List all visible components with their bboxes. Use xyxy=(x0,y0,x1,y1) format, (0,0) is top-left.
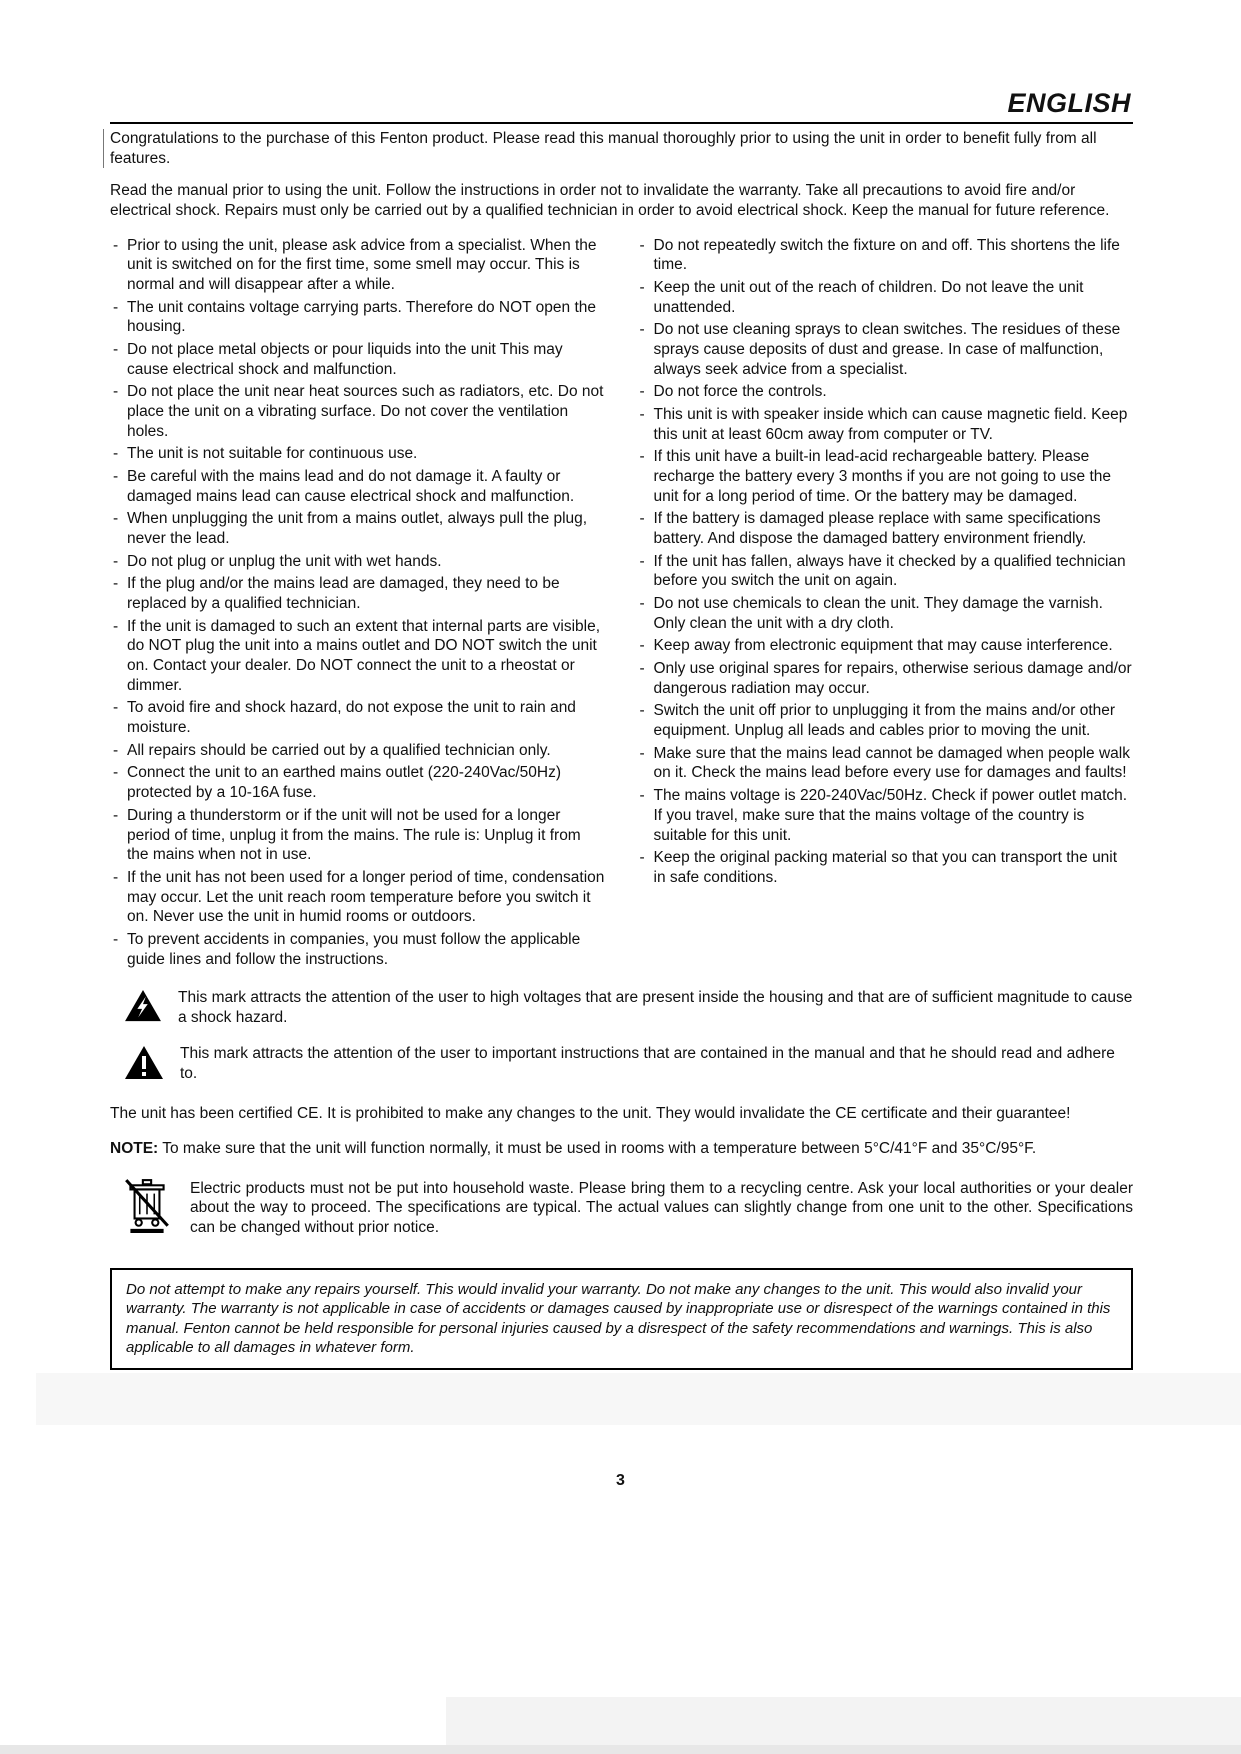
bullet-item: - Only use original spares for repairs, otherwise serious damage and/or dangerous radiation may occur. xyxy=(637,659,1134,698)
recycling-notice xyxy=(110,1177,1133,1238)
bullet-item: - Keep the unit out of the reach of children. Do not leave the unit unattended. xyxy=(637,278,1134,317)
bullet-item: - Switch the unit off prior to unplugging it from the mains and/or other equipment. Unplug all leads and cables prior to moving the unit. xyxy=(637,701,1134,740)
high-voltage-triangle-icon xyxy=(124,989,162,1028)
bullet-item: - Connect the unit to an earthed mains outlet (220-240Vac/50Hz) protected by a 10-16A fuse. xyxy=(110,763,607,802)
bullet-item: - Do not force the controls. xyxy=(637,382,1134,402)
important-instructions-warning xyxy=(110,1043,1133,1086)
high-voltage-warning xyxy=(110,987,1133,1028)
disclaimer-box xyxy=(110,1268,1133,1370)
bullet-list-right xyxy=(637,236,1134,888)
page-content xyxy=(110,88,1133,1370)
left-column xyxy=(110,236,607,973)
page-number: 3 xyxy=(616,1472,625,1489)
high-voltage-warning-text: This mark attracts the attention of the user to high voltages that are present inside the housing and that are of sufficient magnitude to cause a shock hazard. xyxy=(178,989,1133,1026)
bullet-item: - If the unit is damaged to such an extent that internal parts are visible, do NOT plug the unit into a mains outlet and DO NOT switch the unit on. Contact your dealer. Do NOT connect the unit to a rheostat or dimmer. xyxy=(110,617,607,696)
bullet-item: - To avoid fire and shock hazard, do not expose the unit to rain and moisture. xyxy=(110,698,607,737)
scan-artifact xyxy=(0,1745,1241,1754)
right-column xyxy=(637,236,1134,973)
safety-bullet-columns xyxy=(110,236,1133,973)
bullet-item: - If the battery is damaged please replace with same specifications battery. And dispose the damaged battery environment friendly. xyxy=(637,509,1134,548)
note-paragraph xyxy=(110,1139,1133,1159)
bullet-item: - Do not plug or unplug the unit with wet hands. xyxy=(110,552,607,572)
bullet-item: - The mains voltage is 220-240Vac/50Hz. Check if power outlet match. If you travel, make sure that the mains voltage of the country is suitable for this unit. xyxy=(637,786,1134,845)
bullet-item: - If the plug and/or the mains lead are damaged, they need to be replaced by a qualified technician. xyxy=(110,574,607,613)
bullet-item: - The unit contains voltage carrying parts. Therefore do NOT open the housing. xyxy=(110,298,607,337)
intro-paragraph-1: Congratulations to the purchase of this Fenton product. Please read this manual thoroughly prior to using the unit in order to benefit fully from all features. xyxy=(103,129,1133,168)
bullet-item: - Do not use chemicals to clean the unit. They damage the varnish. Only clean the unit with a dry cloth. xyxy=(637,594,1134,633)
ce-certification-paragraph: The unit has been certified CE. It is prohibited to make any changes to the unit. They would invalidate the CE certificate and their guarantee! xyxy=(110,1105,1071,1123)
bullet-item: - If this unit have a built-in lead-acid rechargeable battery. Please recharge the battery every 3 months if you are not going to use the unit for a long period of time. Or the battery may be damaged. xyxy=(637,447,1134,506)
weee-crossed-out-bin-icon xyxy=(124,1177,170,1238)
disclaimer-text: Do not attempt to make any repairs yourself. This would invalid your warranty. Do not make any changes to the unit. This would also invalid your warranty. The warranty is not applicable in case of accidents or damages caused by inappropriate use or disrespect of the warnings contained in this manual. Fenton cannot be held responsible for personal injuries caused by a disrespect of the safety recommendations and warnings. This is also applicable to all damages in whatever form. xyxy=(126,1280,1111,1357)
important-instructions-warning-text: This mark attracts the attention of the user to important instructions that are contained in the manual and that he should read and adhere to. xyxy=(180,1045,1115,1082)
bullet-item: - Make sure that the mains lead cannot be damaged when people walk on it. Check the mains lead before every use for damages and faults! xyxy=(637,744,1134,783)
bullet-item: - If the unit has not been used for a longer period of time, condensation may occur. Let the unit reach room temperature before you switch it on. Never use the unit in humid rooms or outdoors. xyxy=(110,868,607,927)
bullet-item: - Keep the original packing material so that you can transport the unit in safe conditions. xyxy=(637,848,1134,887)
scan-artifact xyxy=(36,1373,1241,1425)
bullet-item: - Prior to using the unit, please ask advice from a specialist. When the unit is switched on for the first time, some smell may occur. This is normal and will disappear after a while. xyxy=(110,236,607,295)
bullet-item: - This unit is with speaker inside which can cause magnetic field. Keep this unit at least 60cm away from computer or TV. xyxy=(637,405,1134,444)
bullet-item: - All repairs should be carried out by a qualified technician only. xyxy=(110,741,607,761)
bullet-item: - If the unit has fallen, always have it checked by a qualified technician before you switch the unit on again. xyxy=(637,552,1134,591)
note-label: NOTE: xyxy=(110,1139,159,1157)
warning-triangle-icon xyxy=(124,1045,164,1086)
bullet-item: - When unplugging the unit from a mains outlet, always pull the plug, never the lead. xyxy=(110,509,607,548)
bullet-item: - During a thunderstorm or if the unit will not be used for a longer period of time, unplug it from the mains. The rule is: Unplug it from the mains when not in use. xyxy=(110,806,607,865)
bullet-item: - To prevent accidents in companies, you must follow the applicable guide lines and follow the instructions. xyxy=(110,930,607,969)
bullet-item: - Keep away from electronic equipment that may cause interference. xyxy=(637,636,1134,656)
bullet-item: - Do not place the unit near heat sources such as radiators, etc. Do not place the unit on a vibrating surface. Do not cover the ventilation holes. xyxy=(110,382,607,441)
scan-artifact xyxy=(446,1697,1241,1745)
bullet-item: - Be careful with the mains lead and do not damage it. A faulty or damaged mains lead can cause electrical shock and malfunction. xyxy=(110,467,607,506)
intro-paragraph-2: Read the manual prior to using the unit. Follow the instructions in order not to invalidate the warranty. Take all precautions to avoid fire and/or electrical shock. Repairs must only be carried out by a qualified technician in order to avoid electrical shock. Keep the manual for future reference. xyxy=(110,182,1110,220)
bullet-item: - Do not use cleaning sprays to clean switches. The residues of these sprays cause deposits of dust and grease. In case of malfunction, always seek advice from a specialist. xyxy=(637,320,1134,379)
bullet-list-left xyxy=(110,236,607,970)
language-header: ENGLISH xyxy=(110,88,1133,124)
note-text: To make sure that the unit will function normally, it must be used in rooms with a temperature between 5°C/41°F and 35°C/95°F. xyxy=(162,1139,1037,1157)
bullet-item: - Do not repeatedly switch the fixture on and off. This shortens the life time. xyxy=(637,236,1134,275)
recycling-notice-text: Electric products must not be put into household waste. Please bring them to a recycling centre. Ask your local authorities or your dealer about the way to proceed. The specifications are typical. The actual values can slightly change from one unit to the other. Specifications can be changed without prior notice. xyxy=(190,1179,1133,1236)
bullet-item: - Do not place metal objects or pour liquids into the unit This may cause electrical shock and malfunction. xyxy=(110,340,607,379)
bullet-item: - The unit is not suitable for continuous use. xyxy=(110,444,607,464)
